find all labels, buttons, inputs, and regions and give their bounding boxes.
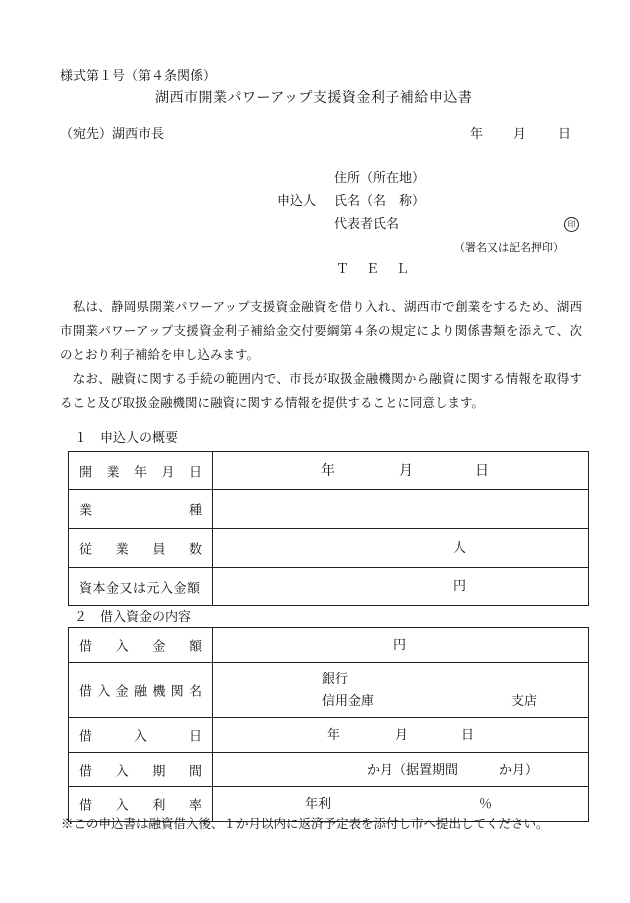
label-cell: 借 入 日 — [69, 718, 213, 753]
document-title: 湖西市開業パワーアップ支援資金利子補給申込書 — [155, 90, 473, 106]
applicant-representative-label: 代表者氏名 — [334, 217, 400, 232]
label-cell: 借 入 金 融 機 関 名 — [69, 663, 213, 718]
employees-field[interactable]: 人 — [213, 529, 589, 568]
row-lender — [69, 663, 589, 718]
loan-amount-field[interactable]: 円 — [213, 628, 589, 663]
date-year-label: 年 — [470, 127, 484, 142]
applicant-tel-label: Ｔ Ｅ Ｌ — [336, 262, 412, 277]
row-loan-date — [69, 718, 589, 753]
label-cell: 業 種 — [69, 490, 213, 529]
row-loan-amount — [69, 628, 589, 663]
section2-heading: ２ 借入資金の内容 — [74, 610, 192, 625]
label-cell: 従 業 員 数 — [69, 529, 213, 568]
row-employees — [69, 529, 589, 568]
date-day-label: 日 — [558, 127, 572, 142]
applicant-address-label: 住所（所在地） — [334, 171, 426, 186]
section1-heading: １ 申込人の概要 — [74, 431, 179, 446]
footer-note: ※この申込書は融資借入後、１か月以内に返済予定表を添付し市へ提出してください。 — [61, 816, 549, 831]
capital-field[interactable]: 円 — [213, 568, 589, 606]
label-cell: 開 業 年 月 日 — [69, 452, 213, 490]
applicant-overview-table — [68, 451, 589, 606]
loan-date-field[interactable]: 年 月 日 — [213, 718, 589, 753]
signature-note: （署名又は記名押印） — [454, 241, 564, 254]
row-loan-period — [69, 753, 589, 787]
loan-details-table — [68, 627, 589, 822]
loan-period-field[interactable]: か月（据置期間 か月） — [213, 753, 589, 787]
row-capital — [69, 568, 589, 606]
date-month-label: 月 — [513, 127, 527, 142]
interest-rate-field[interactable]: 年利 ％ — [213, 787, 589, 822]
form-number: 様式第１号（第４条関係） — [60, 69, 217, 84]
row-industry — [69, 490, 589, 529]
label-cell: 借 入 期 間 — [69, 753, 213, 787]
applicant-label: 申込人 — [277, 194, 317, 209]
addressee: （宛先）湖西市長 — [60, 127, 165, 142]
row-opening-date — [69, 452, 589, 490]
body-paragraph-2: なお、融資に関する手続の範囲内で、市長が取扱金融機関から融資に関する情報を取得すること及び取扱金融機関に融資に関する情報を提供することに同意します。 — [60, 371, 582, 410]
lender-field[interactable]: 銀行 信用金庫 支店 — [213, 663, 589, 718]
applicant-name-label: 氏名（名 称） — [334, 194, 426, 209]
opening-date-field[interactable]: 年 月 日 — [213, 452, 589, 490]
label-cell: 資本金又は元入金額 — [69, 568, 213, 606]
industry-field[interactable] — [213, 490, 589, 529]
seal-mark: 印 — [564, 217, 579, 232]
label-cell: 借 入 利 率 — [69, 787, 213, 822]
label-cell: 借 入 金 額 — [69, 628, 213, 663]
body-paragraph-1: 私は、静岡県開業パワーアップ支援資金融資を借り入れ、湖西市で創業をするため、湖西市開業パワーアップ支援資金利子補給金交付要綱第４条の規定により関係書類を添えて、次のとおり利子補給を申し込みます。 — [60, 299, 582, 362]
